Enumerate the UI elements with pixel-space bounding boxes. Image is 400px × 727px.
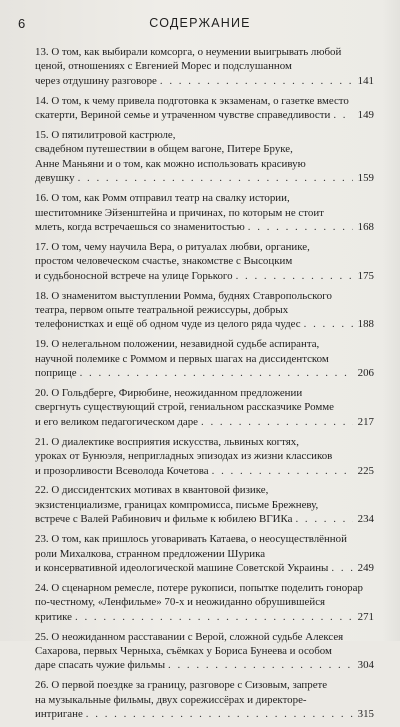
toc-entry-line: 13. О том, как выбирали комсорга, о неумении выигрывать любой <box>35 46 342 58</box>
dot-leader <box>201 415 353 429</box>
toc-entry <box>35 386 374 429</box>
dot-leader <box>304 317 353 331</box>
dot-leader <box>78 171 353 185</box>
toc-entry <box>35 337 374 380</box>
page-number: 6 <box>18 16 26 31</box>
toc-entry <box>35 630 374 673</box>
toc-entry <box>35 483 374 526</box>
toc-entry-last-line <box>35 366 374 380</box>
toc-entry-line: 22. О диссидентских мотивах в квантовой физике, <box>35 484 269 497</box>
toc-entry-last-line <box>35 658 374 672</box>
toc-entry-line: и прозорливости Всеволода Кочетова <box>35 464 209 477</box>
toc-entry-line: через отдушину разговоре <box>35 74 157 87</box>
toc-entry-line: уроках от Бунюэля, непригладных эпизодах из жизни классиков <box>35 450 333 463</box>
toc-entry-line: 19. О нелегальном положении, незавидной судьбе аспиранта, <box>35 338 320 351</box>
toc-entry-line: свергнуть существующий строй, гениальном рассказчике Ромме <box>35 401 334 414</box>
toc-page-number: 249 <box>357 562 374 574</box>
toc-entry-line: простом человеческом счастье, знакомстве с Высоцким <box>35 255 293 268</box>
toc-entry-line: 23. О том, как пришлось уговаривать Катаева, о неосуществлённой <box>35 533 347 546</box>
toc-entry-line: Анне Маньяни и о том, как можно использовать красивую <box>35 157 306 170</box>
toc-entry-line: встрече с Валей Рабинович и фильме к юбилею ВГИКа <box>35 513 293 526</box>
toc-entry-line: театра, первом опыте театральной режиссуры, добрых <box>35 304 289 316</box>
toc-entry-last-line <box>35 707 374 721</box>
toc-page-number: 225 <box>357 464 374 477</box>
dot-leader <box>80 366 353 380</box>
toc-entry-last-line <box>35 561 374 575</box>
toc-entry-last-line <box>35 108 374 122</box>
toc-entry-line: на музыкальные фильмы, двух сорежиссёрах и директоре- <box>35 693 307 706</box>
dot-leader <box>333 108 353 122</box>
toc-entry <box>35 581 374 624</box>
toc-entry-line: 24. О сценарном ремесле, потере рукописи, попытке поделить гонорар <box>35 581 363 594</box>
toc-page-number: 159 <box>357 172 374 185</box>
toc-entry-line: ценой, отношениях с Евгенией Морес и подслушанном <box>35 60 292 73</box>
toc-entry-line: 17. О том, чему научила Вера, о ритуалах любви, органике, <box>35 240 310 253</box>
toc-entry-line: 14. О том, к чему привела подготовка к экзаменам, о газетке вместо <box>35 94 349 107</box>
toc-entry-line: 21. О диалектике восприятия искусства, львиных когтях, <box>35 435 299 448</box>
toc-entry <box>35 289 374 332</box>
toc-entry-last-line <box>35 610 374 624</box>
toc-entry <box>35 191 374 234</box>
toc-entry-line: млеть, когда встречаешься со знаменитостью <box>35 220 245 233</box>
toc-entry-last-line <box>35 464 374 478</box>
toc-entry-line: свадебном путешествии в общем вагоне, Питере Бруке, <box>35 143 293 156</box>
toc-entry-line: поприще <box>35 367 77 380</box>
toc-entry-last-line <box>35 171 374 185</box>
toc-entry <box>35 45 374 88</box>
table-of-contents <box>35 45 374 727</box>
toc-entry-line: даре спасать чужие фильмы <box>35 659 166 672</box>
dot-leader <box>75 610 353 624</box>
toc-entry-last-line <box>35 317 374 331</box>
toc-entry-line: 16. О том, как Ромм отправил театр на свалку истории, <box>35 192 290 205</box>
toc-entry-last-line <box>35 220 374 234</box>
toc-entry <box>35 678 374 721</box>
section-title: СОДЕРЖАНИЕ <box>149 16 251 30</box>
toc-entry-line: экзистенциализме, границах компромисса, письме Брежневу, <box>35 498 319 511</box>
toc-entry-line: интригане <box>35 708 83 721</box>
toc-entry-line: и консервативной идеологической машине Советской Украины <box>35 562 329 574</box>
toc-entry-line: скатерти, Вериной семье и утраченном чувстве справедливости <box>35 109 331 122</box>
toc-entry-line: и его великом педагогическом даре <box>35 415 199 428</box>
toc-page-number: 304 <box>357 659 374 672</box>
toc-entry-line: девушку <box>35 172 75 185</box>
toc-entry-line: шеститомнике Эйзенштейна и причинах, по которым не стоит <box>35 206 324 219</box>
toc-entry-line: 15. О пятилитровой кастрюле, <box>35 129 176 142</box>
toc-entry-line: 25. О неожиданном расставании с Верой, сложной судьбе Алексея <box>35 630 344 643</box>
toc-page-number: 141 <box>357 74 374 87</box>
toc-entry-last-line <box>35 512 374 526</box>
toc-page-number: 188 <box>357 318 374 331</box>
dot-leader <box>236 269 353 283</box>
toc-entry <box>35 532 374 575</box>
toc-entry-line: 18. О знаменитом выступлении Ромма, буднях Ставропольского <box>35 289 332 302</box>
dot-leader <box>212 464 353 478</box>
toc-page-number: 175 <box>357 269 374 282</box>
toc-entry-line: научной полемике с Роммом и первых шагах на диссидентском <box>35 352 329 365</box>
dot-leader <box>248 220 353 234</box>
toc-page-number: 234 <box>357 513 374 526</box>
toc-entry-line: Сахарова, первых Черныха, съёмках у Бориса Бунеева и особом <box>35 645 332 658</box>
page-header <box>18 16 382 34</box>
toc-entry <box>35 128 374 186</box>
dot-leader <box>331 561 353 575</box>
toc-entry <box>35 94 374 123</box>
toc-page-number: 168 <box>357 220 374 233</box>
toc-entry-line: 26. О первой поездке за границу, разговоре с Сизовым, запрете <box>35 679 328 692</box>
toc-page-number: 271 <box>357 610 374 623</box>
toc-entry-last-line <box>35 415 374 429</box>
toc-page-number: 149 <box>357 109 374 122</box>
toc-entry <box>35 435 374 478</box>
toc-page-number: 206 <box>357 367 374 380</box>
toc-page-number: 217 <box>357 415 374 428</box>
toc-entry-last-line <box>35 74 374 88</box>
dot-leader <box>295 512 353 526</box>
dot-leader <box>160 74 353 88</box>
dot-leader <box>86 707 353 721</box>
toc-entry <box>35 240 374 283</box>
toc-page-number: 315 <box>357 708 374 721</box>
page-gutter-shadow <box>382 0 400 641</box>
dot-leader <box>168 658 353 672</box>
toc-entry-line: и судьбоносной встрече на улице Горького <box>35 269 233 282</box>
toc-entry-last-line <box>35 269 374 283</box>
toc-entry-line: критике <box>35 610 73 623</box>
toc-entry-line: 20. О Гольдберге, Фирюбине, неожиданном предложении <box>35 387 303 400</box>
toc-entry-line: по-честному, «Ленфильме» 70-х и неожиданно обрушившейся <box>35 596 326 609</box>
toc-entry-line: роли Михалкова, странном предложении Шурика <box>35 547 266 560</box>
toc-entry-line: телефонистках и ещё об одном чуде из целого ряда чудес <box>35 318 301 331</box>
